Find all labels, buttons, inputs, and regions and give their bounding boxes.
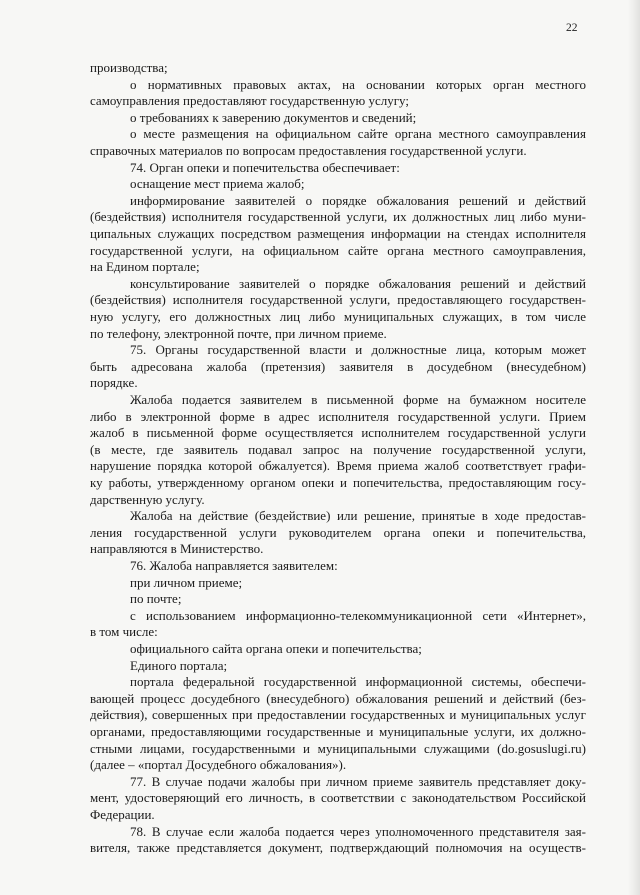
text-line: на Едином портале;	[90, 259, 200, 275]
text-line: с использованием информационно-телекоммуникационной сети «Интернет»,	[130, 607, 586, 623]
text-line: ципальных служащих посредством размещения информации на стендах исполнителя	[90, 226, 586, 241]
text-line: направляются в Министерство.	[90, 541, 264, 557]
text-line: справочных материалов по вопросам предоставления государственной услуги.	[90, 143, 527, 158]
text-line: оснащение мест приема жалоб;	[130, 176, 305, 192]
text-line: мент, удостоверяющий его личность, в соответствии с законодательством Российской	[90, 790, 586, 806]
text-line: о нормативных правовых актах, на основании которых орган местного	[130, 76, 586, 92]
text-line: 75. Органы государственной власти и должностные лица, которым может	[130, 342, 586, 358]
text-line: официального сайта органа опеки и попечительства;	[130, 641, 422, 656]
text-line: ку работы, утвержденному органом опеки и попечительства, предоставляющим госу-	[90, 475, 586, 490]
text-line: 74. Орган опеки и попечительства обеспечивает:	[130, 159, 400, 175]
text-line: по почте;	[130, 591, 182, 607]
text-line: Жалоба на действие (бездействие) или решение, принятые в ходе предостав-	[130, 508, 586, 524]
text-line: стными лицами, государственными и муниципальными служащими (do.gosuslugi.ru)	[90, 740, 586, 756]
text-line: (бездействия) исполнителя государственной услуги, их должностных лиц либо муни-	[90, 209, 586, 225]
text-line: информирование заявителей о порядке обжалования решений и действий	[130, 192, 586, 208]
text-line: Федерации.	[90, 807, 155, 822]
text-line: вителя, также представляется документ, подтверждающий полномочия на осуществ-	[90, 840, 586, 856]
text-line: о требованиях к заверению документов и сведений;	[130, 109, 417, 125]
text-line: (далее – «портал Досудебного обжалования»).	[90, 757, 347, 773]
text-line: порядке.	[90, 375, 138, 391]
text-line: государственной услуги, на официальном сайте органа местного самоуправления,	[90, 242, 586, 258]
text-line: ления государственной услуги руководителем органа опеки и попечительства,	[90, 524, 586, 540]
text-line: портала федеральной государственной информационной системы, обеспечи-	[130, 674, 586, 690]
text-line: в том числе:	[90, 624, 158, 640]
page-number: 22	[566, 22, 578, 34]
text-line: быть адресована жалоба (претензия) заявителя в досудебном (внесудебном)	[90, 358, 586, 374]
text-line: ную услугу, его должностных лиц либо муниципальных служащих, в том числе	[90, 309, 586, 324]
text-line: (в месте, где заявитель подавал запрос на получение государственной услуги,	[90, 441, 586, 457]
text-line: Единого портала;	[130, 657, 228, 673]
text-line: производства;	[90, 60, 168, 75]
text-line: Жалоба подается заявителем в письменной форме на бумажном носителе	[130, 392, 586, 407]
text-line: либо в электронной форме в адрес исполнителя государственной услуги. Прием	[90, 408, 586, 424]
text-line: консультирование заявителей о порядке обжалования решений и действий	[130, 275, 586, 291]
text-line: вающей процесс досудебного (внесудебного) обжалования решений и действий (без-	[90, 690, 586, 706]
text-line: дарственную услугу.	[90, 491, 205, 507]
text-line: по телефону, электронной почте, при личном приеме.	[90, 325, 387, 341]
scan-edge-shadow	[628, 0, 640, 895]
text-line: жалоб в письменной форме осуществляется исполнителем государственной услуги	[90, 425, 586, 441]
text-line: о месте размещения на официальном сайте органа местного самоуправления	[130, 126, 586, 142]
text-line: (бездействия) исполнителя государственной услуги, предоставляющего государствен-	[90, 292, 586, 308]
text-line: органами, предоставляющими государственные и муниципальные услуги, их должно-	[90, 724, 586, 739]
text-line: 77. В случае подачи жалобы при личном приеме заявитель представляет доку-	[130, 773, 586, 789]
text-line: 76. Жалоба направляется заявителем:	[130, 558, 338, 573]
text-line: самоуправления предоставляют государственную услугу;	[90, 93, 409, 109]
text-line: при личном приеме;	[130, 574, 243, 590]
text-line: 78. В случае если жалоба подается через уполномоченного представителя зая-	[130, 823, 586, 839]
text-line: действия), совершенных при предоставлении государственных и муниципальных услуг	[90, 707, 586, 723]
text-line: нарушение порядка которой обжалуется). Время приема жалоб соответствует графи-	[90, 458, 586, 474]
